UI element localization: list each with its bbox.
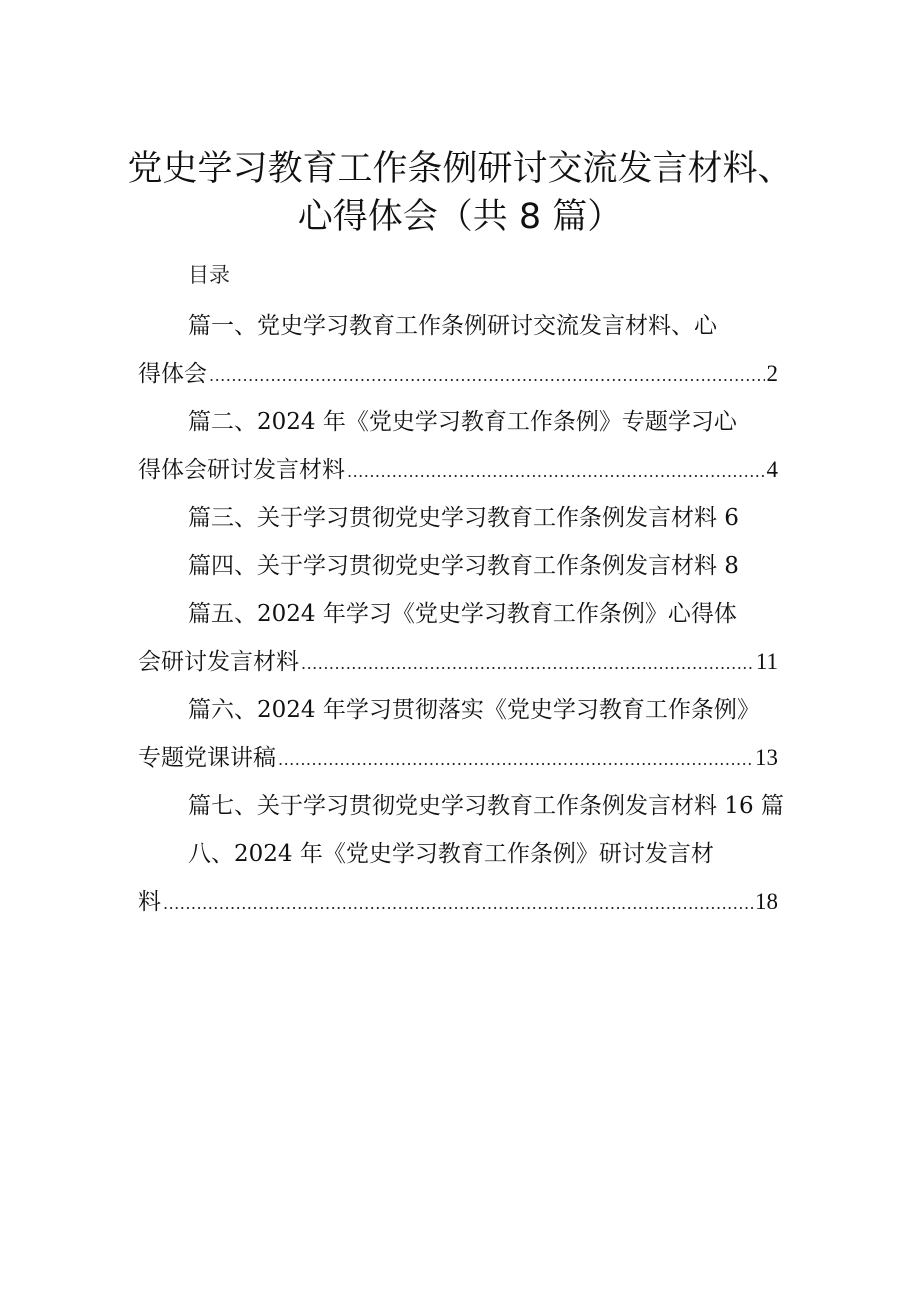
toc-page-number: 2 bbox=[766, 361, 778, 386]
toc-heading: 目录 bbox=[188, 263, 230, 287]
toc-entry-2-line-1[interactable]: 篇二、2024 年《党史学习教育工作条例》专题学习心 bbox=[188, 409, 737, 435]
toc-entry-text: 会研讨发言材料 bbox=[138, 649, 299, 675]
document-title-line-1: 党史学习教育工作条例研讨交流发言材料、 bbox=[127, 149, 793, 189]
toc-page-number: 4 bbox=[766, 457, 778, 482]
toc-entry-text: 料 bbox=[138, 889, 161, 915]
toc-leader-dots bbox=[278, 745, 753, 775]
toc-entry-7[interactable]: 篇七、关于学习贯彻党史学习教育工作条例发言材料 16 篇 bbox=[188, 793, 784, 819]
toc-entry-6-line-1[interactable]: 篇六、2024 年学习贯彻落实《党史学习教育工作条例》 bbox=[188, 697, 760, 723]
document-title-line-2: 心得体会（共 8 篇） bbox=[297, 197, 623, 237]
toc-entry-1-line-1[interactable]: 篇一、党史学习教育工作条例研讨交流发言材料、心 bbox=[188, 313, 717, 339]
toc-entry-3[interactable]: 篇三、关于学习贯彻党史学习教育工作条例发言材料 6 bbox=[188, 505, 739, 531]
toc-entry-5-line-2[interactable] bbox=[138, 647, 778, 679]
toc-page-number: 13 bbox=[755, 745, 778, 770]
toc-entry-text: 得体会 bbox=[138, 361, 207, 387]
toc-page-number: 18 bbox=[755, 889, 778, 914]
toc-leader-dots bbox=[301, 649, 754, 679]
toc-entry-1-line-2[interactable] bbox=[138, 359, 778, 391]
toc-page-number: 11 bbox=[755, 649, 778, 674]
toc-entry-text: 得体会研讨发言材料 bbox=[138, 457, 345, 483]
toc-leader-dots bbox=[163, 889, 753, 919]
toc-leader-dots bbox=[347, 457, 765, 487]
toc-entry-8-line-2[interactable] bbox=[138, 887, 778, 919]
toc-entry-2-line-2[interactable] bbox=[138, 455, 778, 487]
toc-leader-dots bbox=[209, 361, 765, 391]
toc-entry-text: 专题党课讲稿 bbox=[138, 745, 276, 771]
toc-entry-8-line-1[interactable]: 八、2024 年《党史学习教育工作条例》研讨发言材 bbox=[188, 841, 714, 867]
toc-entry-5-line-1[interactable]: 篇五、2024 年学习《党史学习教育工作条例》心得体 bbox=[188, 601, 737, 627]
toc-entry-6-line-2[interactable] bbox=[138, 743, 778, 775]
toc-entry-4[interactable]: 篇四、关于学习贯彻党史学习教育工作条例发言材料 8 bbox=[188, 553, 739, 579]
